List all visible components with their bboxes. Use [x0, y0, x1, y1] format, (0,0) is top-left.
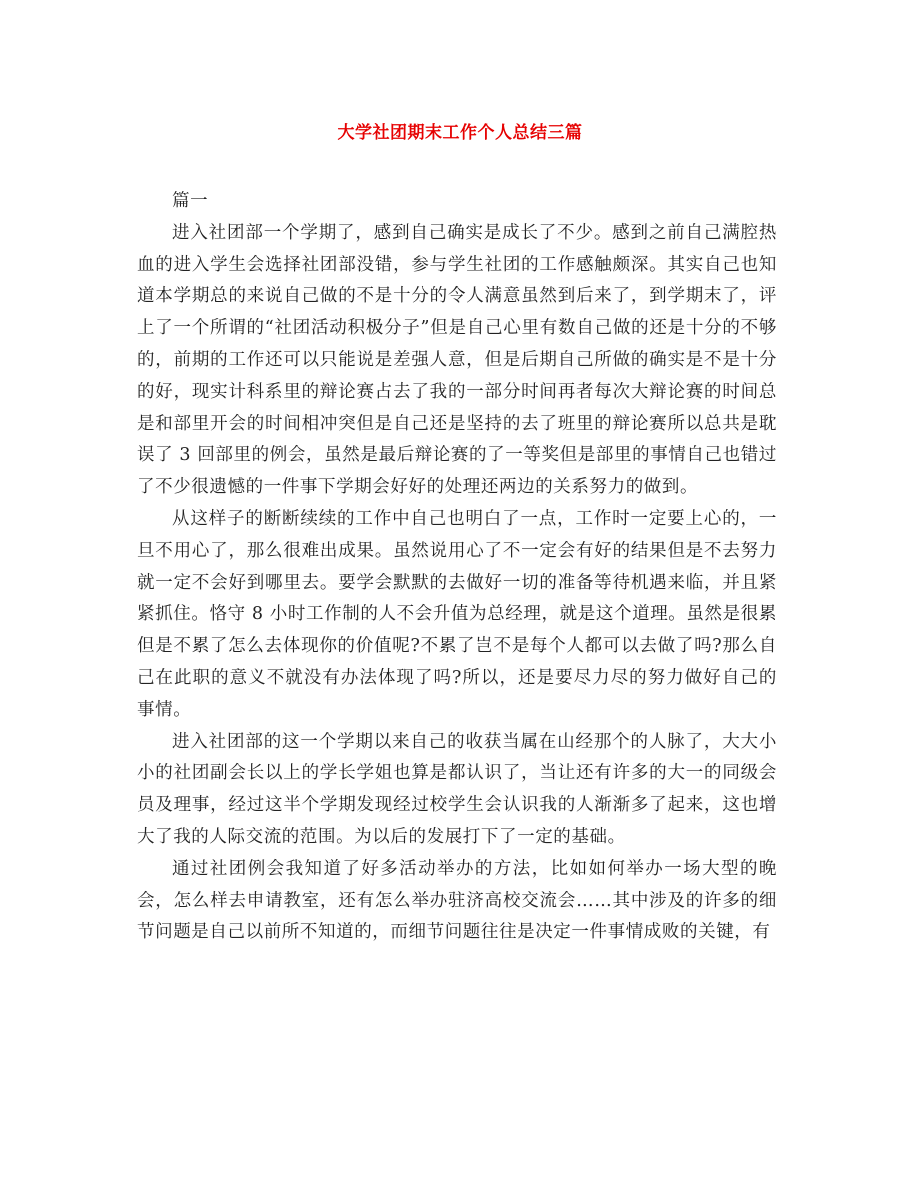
paragraph-2: 从这样子的断断续续的工作中自己也明白了一点，工作时一定要上心的，一旦不用心了，那么很难出成果。虽然说用心了不一定会有好的结果但是不去努力就一定不会好到哪里去。要学会默默的去做好一切的准备等待机遇来临，并且紧紧抓住。恪守 8 小时工作制的人不会升值为总经理，就是这个道理。虽然是很累但是不累了怎么去体现你的价值呢?不累了岂不是每个人都可以去做了吗?那么自己在此职的意义不就没有办法体现了吗?所以，还是要尽力尽的努力做好自己的事情。: [137, 508, 777, 720]
section-label: 篇一: [172, 191, 209, 211]
document-body: [137, 186, 777, 949]
paragraph-3: 进入社团部的这一个学期以来自己的收获当属在山经那个的人脉了，大大小小的社团副会长以上的学长学姐也算是都认识了，当让还有许多的大一的同级会员及理事，经过这半个学期发现经过校学生会认识我的人渐渐多了起来，这也增大了我的人际交流的范围。为以后的发展打下了一定的基础。: [137, 731, 777, 847]
document-title: 大学社团期末工作个人总结三篇: [337, 123, 583, 143]
paragraph-4: 通过社团例会我知道了好多活动举办的方法，比如如何举办一场大型的晚会，怎么样去申请教室，还有怎么举办驻济高校交流会……其中涉及的许多的细节问题是自己以前所不知道的，而细节问题往往是决定一件事情成败的关键，有: [137, 858, 777, 943]
paragraph-1: 进入社团部一个学期了，感到自己确实是成长了不少。感到之前自己满腔热血的进入学生会选择社团部没错，参与学生社团的工作感触颇深。其实自己也知道本学期总的来说自己做的不是十分的令人满意虽然到后来了，到学期末了，评上了一个所谓的“社团活动积极分子”但是自己心里有数自己做的还是十分的不够的，前期的工作还可以只能说是差强人意，但是后期自己所做的确实是不是十分的好，现实计科系里的辩论赛占去了我的一部分时间再者每次大辩论赛的时间总是和部里开会的时间相冲突但是自己还是坚持的去了班里的辩论赛所以总共是耽误了 3 回部里的例会，虽然是最后辩论赛的了一等奖但是部里的事情自己也错过了不少很遗憾的一件事下学期会好好的处理还两边的关系努力的做到。: [137, 222, 777, 498]
